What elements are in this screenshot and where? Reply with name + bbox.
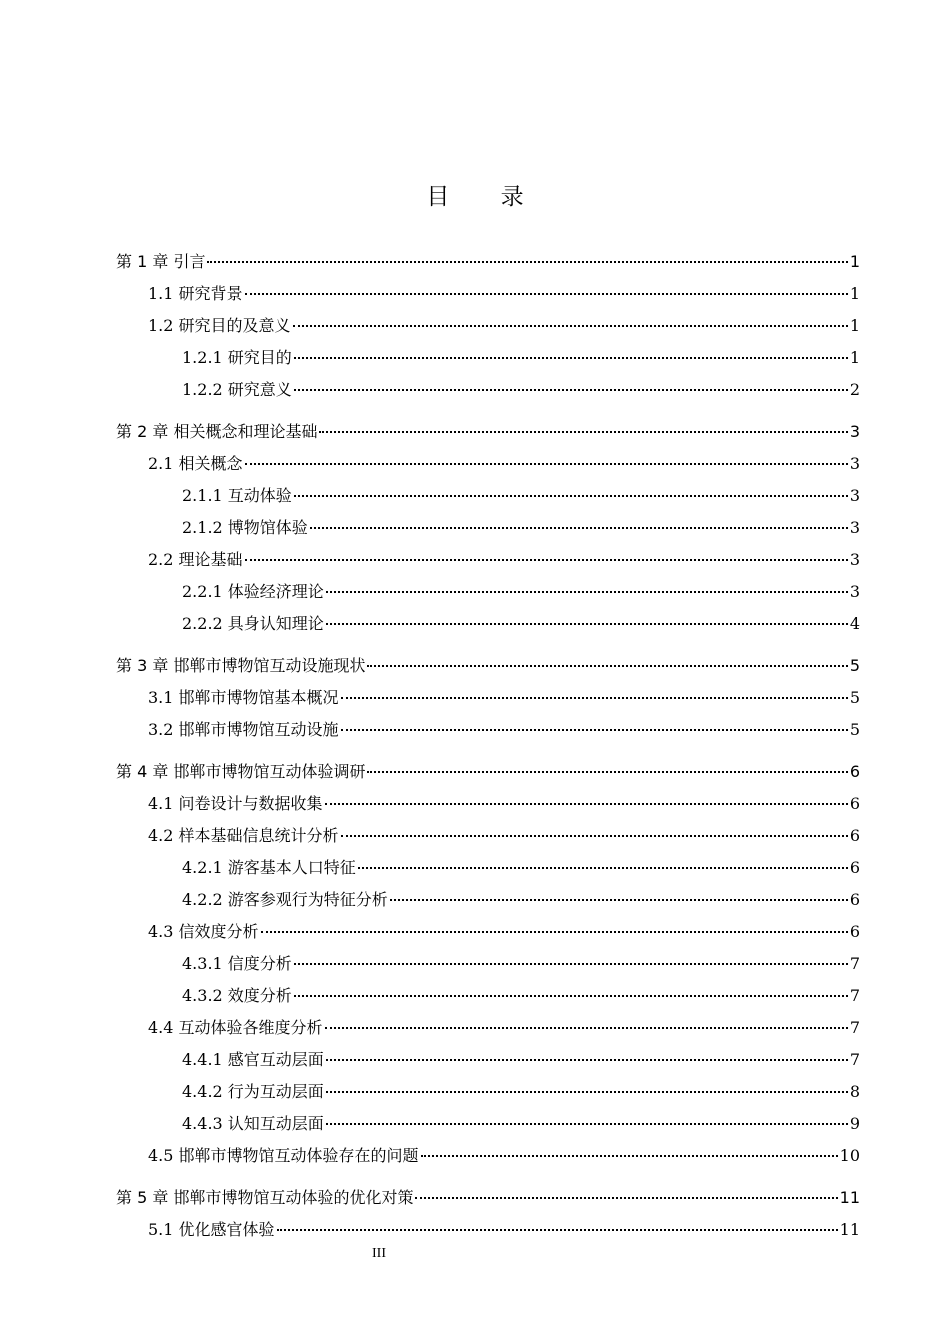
toc-entry-label: 4.2.1 游客基本人口特征: [182, 858, 356, 877]
toc-section-entry[interactable]: [148, 920, 860, 944]
toc-leader-dots: [367, 771, 847, 773]
toc-entry-page: 11: [839, 1220, 860, 1239]
toc-section-entry[interactable]: [148, 1144, 860, 1168]
toc-section-entry[interactable]: [182, 888, 860, 912]
toc-entry-label: 4.2.2 游客参观行为特征分析: [182, 890, 388, 909]
toc-entry-page: 7: [849, 954, 860, 973]
toc-entry-label: 4.3 信效度分析: [148, 922, 259, 941]
toc-leader-dots: [319, 431, 847, 433]
toc-leader-dots: [326, 1059, 848, 1061]
toc-leader-dots: [245, 293, 848, 295]
toc-entry-label: 4.4.1 感官互动层面: [182, 1050, 324, 1069]
toc-entry-label: 3.2 邯郸市博物馆互动设施: [148, 720, 339, 739]
toc-entry-page: 3: [849, 550, 860, 569]
toc-section-entry[interactable]: [182, 1080, 860, 1104]
toc-leader-dots: [325, 1027, 848, 1029]
toc-leader-dots: [207, 261, 847, 263]
toc-entry-label: 第 2 章 相关概念和理论基础: [116, 422, 318, 441]
toc-entry-page: 6: [849, 922, 860, 941]
toc-entry-page: 7: [849, 1050, 860, 1069]
toc-section-entry[interactable]: [182, 378, 860, 402]
toc-entry-page: 3: [849, 518, 860, 537]
toc-entry-label: 4.4.3 认知互动层面: [182, 1114, 324, 1133]
toc-entry-page: 6: [849, 762, 860, 781]
toc-entry-page: 3: [849, 454, 860, 473]
toc-section-entry[interactable]: [182, 346, 860, 370]
toc-entry-page: 11: [839, 1188, 860, 1207]
toc-entry-label: 2.1 相关概念: [148, 454, 243, 473]
toc-entry-page: 5: [849, 656, 860, 675]
toc-leader-dots: [294, 357, 848, 359]
toc-entry-page: 3: [849, 486, 860, 505]
toc-entry-page: 4: [849, 614, 860, 633]
toc-chapter-entry[interactable]: [116, 760, 860, 784]
toc-section-entry[interactable]: [148, 314, 860, 338]
toc-entry-label: 2.2 理论基础: [148, 550, 243, 569]
toc-section-entry[interactable]: [182, 856, 860, 880]
toc-leader-dots: [421, 1155, 838, 1157]
toc-entry-label: 2.2.2 具身认知理论: [182, 614, 324, 633]
toc-leader-dots: [294, 389, 848, 391]
toc-entry-page: 6: [849, 890, 860, 909]
toc-section-entry[interactable]: [148, 452, 860, 476]
toc-section-entry[interactable]: [148, 718, 860, 742]
toc-chapter-entry[interactable]: [116, 420, 860, 444]
toc-entry-label: 2.2.1 体验经济理论: [182, 582, 324, 601]
toc-leader-dots: [326, 1123, 848, 1125]
toc-entry-page: 1: [849, 316, 860, 335]
toc-entry-page: 1: [849, 348, 860, 367]
toc-entry-page: 3: [849, 422, 860, 441]
toc-section-entry[interactable]: [148, 548, 860, 572]
toc-section-entry[interactable]: [148, 686, 860, 710]
toc-leader-dots: [293, 325, 848, 327]
toc-entry-label: 2.1.1 互动体验: [182, 486, 292, 505]
toc-chapter-entry[interactable]: [116, 654, 860, 678]
toc-entry-label: 4.2 样本基础信息统计分析: [148, 826, 339, 845]
toc-entry-label: 4.4.2 行为互动层面: [182, 1082, 324, 1101]
toc-entry-page: 5: [849, 720, 860, 739]
toc-leader-dots: [277, 1229, 838, 1231]
toc-entry-page: 3: [849, 582, 860, 601]
toc-section-entry[interactable]: [182, 1048, 860, 1072]
toc-entry-page: 6: [849, 794, 860, 813]
toc-entry-label: 1.2.1 研究目的: [182, 348, 292, 367]
toc-entry-page: 9: [849, 1114, 860, 1133]
toc-entry-label: 第 3 章 邯郸市博物馆互动设施现状: [116, 656, 366, 675]
toc-leader-dots: [310, 527, 848, 529]
toc-entry-page: 1: [849, 284, 860, 303]
toc-section-entry[interactable]: [182, 580, 860, 604]
toc-entry-label: 第 4 章 邯郸市博物馆互动体验调研: [116, 762, 366, 781]
toc-entry-label: 5.1 优化感官体验: [148, 1220, 275, 1239]
toc-entry-label: 3.1 邯郸市博物馆基本概况: [148, 688, 339, 707]
toc-entry-label: 1.2.2 研究意义: [182, 380, 292, 399]
toc-entry-label: 1.1 研究背景: [148, 284, 243, 303]
toc-leader-dots: [326, 623, 848, 625]
toc-chapter-entry[interactable]: [116, 250, 860, 274]
toc-section-entry[interactable]: [182, 1112, 860, 1136]
toc-section-entry[interactable]: [148, 1218, 860, 1242]
toc-entry-page: 5: [849, 688, 860, 707]
toc-entry-label: 2.1.2 博物馆体验: [182, 518, 308, 537]
toc-section-entry[interactable]: [148, 282, 860, 306]
toc-section-entry[interactable]: [182, 484, 860, 508]
toc-leader-dots: [245, 463, 848, 465]
toc-entry-label: 第 1 章 引言: [116, 252, 206, 271]
toc-leader-dots: [325, 803, 848, 805]
toc-section-entry[interactable]: [182, 952, 860, 976]
toc-entry-label: 4.4 互动体验各维度分析: [148, 1018, 323, 1037]
toc-entry-label: 4.3.1 信度分析: [182, 954, 292, 973]
page-number-footer: III: [372, 1246, 386, 1261]
toc-title: 目 录: [426, 184, 546, 210]
toc-leader-dots: [261, 931, 848, 933]
toc-leader-dots: [326, 1091, 848, 1093]
toc-entry-label: 1.2 研究目的及意义: [148, 316, 291, 335]
toc-entry-page: 7: [849, 1018, 860, 1037]
toc-section-entry[interactable]: [148, 792, 860, 816]
toc-leader-dots: [390, 899, 848, 901]
toc-entry-page: 6: [849, 826, 860, 845]
toc-section-entry[interactable]: [148, 824, 860, 848]
toc-entry-page: 1: [849, 252, 860, 271]
toc-leader-dots: [415, 1197, 837, 1199]
toc-entry-page: 10: [839, 1146, 860, 1165]
toc-leader-dots: [294, 963, 848, 965]
toc-section-entry[interactable]: [182, 612, 860, 636]
toc-entry-label: 4.3.2 效度分析: [182, 986, 292, 1005]
toc-entry-page: 2: [849, 380, 860, 399]
toc-entry-page: 7: [849, 986, 860, 1005]
toc-entry-label: 4.1 问卷设计与数据收集: [148, 794, 323, 813]
toc-leader-dots: [245, 559, 848, 561]
toc-section-entry[interactable]: [148, 1016, 860, 1040]
toc-leader-dots: [358, 867, 848, 869]
toc-entry-label: 4.5 邯郸市博物馆互动体验存在的问题: [148, 1146, 419, 1165]
toc-entry-page: 6: [849, 858, 860, 877]
toc-leader-dots: [367, 665, 847, 667]
toc-leader-dots: [294, 495, 848, 497]
toc-leader-dots: [294, 995, 848, 997]
toc-section-entry[interactable]: [182, 984, 860, 1008]
toc-chapter-entry[interactable]: [116, 1186, 860, 1210]
toc-section-entry[interactable]: [182, 516, 860, 540]
toc-entry-label: 第 5 章 邯郸市博物馆互动体验的优化对策: [116, 1188, 414, 1207]
toc-leader-dots: [341, 697, 848, 699]
toc-leader-dots: [341, 835, 848, 837]
toc-entry-page: 8: [849, 1082, 860, 1101]
toc-leader-dots: [341, 729, 848, 731]
toc-leader-dots: [326, 591, 848, 593]
